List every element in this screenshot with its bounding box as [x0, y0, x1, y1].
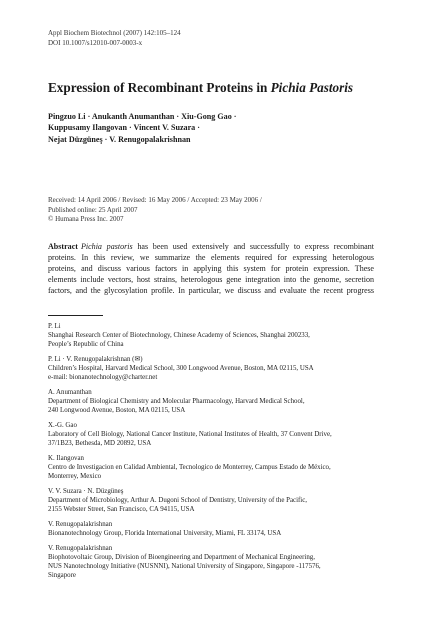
- affiliation-names: A. Anumanthan: [48, 389, 92, 396]
- affiliation-line: e-mail: bionanotechnology@charter.net: [48, 374, 158, 381]
- affiliations: [48, 322, 378, 586]
- abstract: [48, 241, 374, 296]
- abstract-text: has been used extensively and successfully to express recombinant: [132, 242, 374, 251]
- journal-citation: Appl Biochem Biotechnol (2007) 142:105–124: [48, 29, 181, 37]
- article-title: [48, 80, 388, 96]
- affiliation-line: Department of Biological Chemistry and Molecular Pharmacology, Harvard Medical School,: [48, 398, 305, 405]
- affiliation-names: V. V. Suzara · N. Düzgüneş: [48, 488, 124, 495]
- article-history: [48, 196, 262, 225]
- affiliation-line: Shanghai Research Center of Biotechnology, Chinese Academy of Sciences, Shanghai 200233,: [48, 332, 310, 339]
- author-list: [48, 111, 236, 145]
- affiliation-line: Children’s Hospital, Harvard Medical School, 300 Longwood Avenue, Boston, MA 02115, USA: [48, 365, 314, 372]
- affiliation-block: [48, 355, 378, 382]
- affiliation-line: NUS Nanotechnology Initiative (NUSNNI), National University of Singapore, Singapore -117576,: [48, 563, 321, 570]
- affiliation-line: Singapore: [48, 572, 76, 579]
- history-dates: Received: 14 April 2006 / Revised: 16 May 2006 / Accepted: 23 May 2006 /: [48, 196, 262, 204]
- title-organism: Pichia Pastoris: [270, 80, 354, 95]
- abstract-organism: Pichia pastoris: [80, 242, 133, 251]
- affiliation-names: P. Li: [48, 323, 61, 330]
- journal-doi: DOI 10.1007/s12010-007-0003-x: [48, 38, 143, 47]
- affiliation-line: 37/1B23, Bethesda, MD 20892, USA: [48, 440, 152, 447]
- affiliation-block: [48, 388, 378, 415]
- abstract-line: factors, and the glycosylation profile. In particular, we discuss and evaluate the recent progress: [48, 286, 374, 296]
- abstract-label: Abstract: [48, 242, 78, 251]
- affiliation-line: Department of Microbiology, Arthur A. Dugoni School of Dentistry, University of the Pacific,: [48, 497, 307, 504]
- affiliation-block: [48, 520, 378, 538]
- affiliation-names: K. Ilangovan: [48, 455, 84, 462]
- affiliation-names: V. Renugopalakrishnan: [48, 545, 113, 552]
- abstract-line: proteins, and discuss various factors in applying this system for protein expression. These: [48, 264, 374, 274]
- affiliation-names: X.-G. Gao: [48, 422, 77, 429]
- title-text: Expression of Recombinant Proteins in: [48, 80, 271, 95]
- affiliation-line: Bionanotechnology Group, Florida International University, Miami, FL 33174, USA: [48, 530, 282, 537]
- affiliation-line: People’s Republic of China: [48, 341, 124, 348]
- journal-header: [48, 29, 181, 48]
- history-published: Published online: 25 April 2007: [48, 205, 138, 214]
- footnote-divider: [48, 315, 103, 316]
- affiliation-line: 2155 Webster Street, San Francisco, CA 94115, USA: [48, 506, 195, 513]
- affiliation-line: 240 Longwood Avenue, Boston, MA 02115, USA: [48, 407, 186, 414]
- abstract-line: proteins. In this review, we summarize the elements required for expressing heterologous: [48, 253, 374, 263]
- affiliation-block: [48, 421, 378, 448]
- affiliation-line: Monterrey, Mexico: [48, 473, 102, 480]
- affiliation-block: [48, 544, 378, 580]
- affiliation-line: Biophotovoltaic Group, Division of Bioengineering and Department of Mechanical Engineering,: [48, 554, 315, 561]
- abstract-line: [48, 241, 374, 252]
- affiliation-line: Centro de Investigacion en Calidad Ambiental, Tecnologico de Monterrey, Campus Estado de México,: [48, 464, 331, 471]
- affiliation-names: V. Renugopalakrishnan: [48, 521, 113, 528]
- affiliation-block: [48, 454, 378, 481]
- affiliation-block: [48, 487, 378, 514]
- abstract-line: elements include vectors, host strains, heterologous gene integration into the genome, secretion: [48, 275, 374, 285]
- affiliation-block: [48, 322, 378, 349]
- author-line: Nejat Düzgüneş · V. Renugopalakrishnan: [48, 134, 191, 144]
- copyright: © Humana Press Inc. 2007: [48, 215, 124, 223]
- author-line: Pingzuo Li · Anukanth Anumanthan · Xiu-Gong Gao ·: [48, 112, 237, 121]
- affiliation-names: P. Li · V. Renugopalakrishnan (✉): [48, 356, 143, 363]
- affiliation-line: Laboratory of Cell Biology, National Cancer Institute, National Institutes of Health, 37 Convent Drive,: [48, 431, 332, 438]
- author-line: Kuppusamy Ilangovan · Vincent V. Suzara ·: [48, 123, 200, 133]
